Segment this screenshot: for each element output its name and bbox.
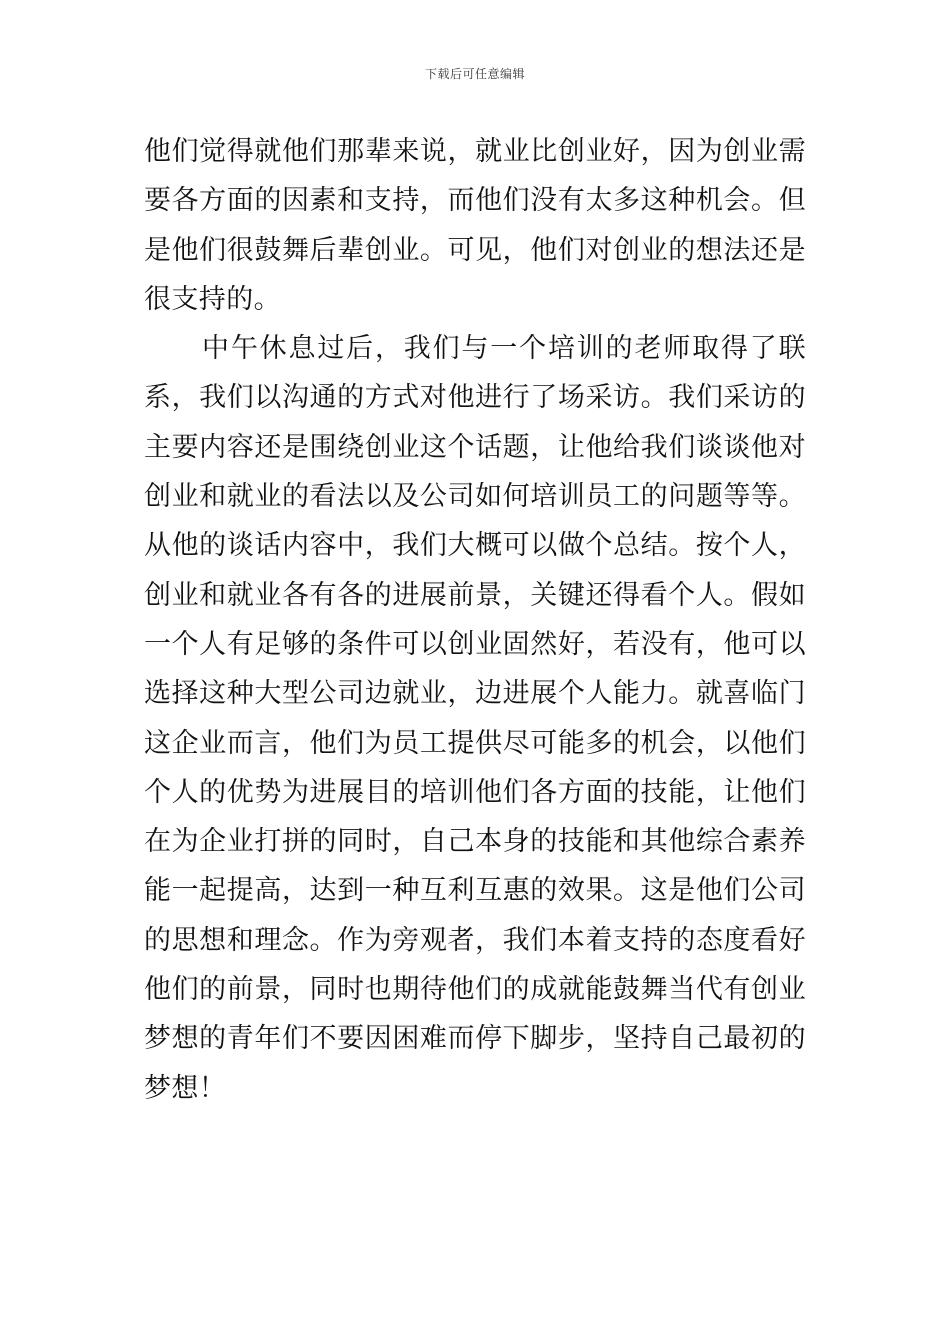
paragraph-continuation: 他们觉得就他们那辈来说，就业比创业好，因为创业需要各方面的因素和支持，而他们没有太多这种机会。但是他们很鼓舞后辈创业。可见，他们对创业的想法还是很支持的。 <box>144 136 806 315</box>
document-body <box>144 127 806 1113</box>
paragraph-interview: 中午休息过后，我们与一个培训的老师取得了联系，我们以沟通的方式对他进行了场采访。我们采访的主要内容还是围绕创业这个话题，让他给我们谈谈他对创业和就业的看法以及公司如何培训员工的问题等等。从他的谈话内容中，我们大概可以做个总结。按个人，创业和就业各有各的进展前景，关键还得看个人。假如一个人有足够的条件可以创业固然好，若没有，他可以选择这种大型公司边就业，边进展个人能力。就喜临门这企业而言，他们为员工提供尽可能多的机会，以他们个人的优势为进展目的培训他们各方面的技能，让他们在为企业打拼的同时，自己本身的技能和其他综合素养能一起提高，达到一种互利互惠的效果。这是他们公司的思想和理念。作为旁观者，我们本着支持的态度看好他们的前景，同时也期待他们的成就能鼓舞当代有创业梦想的青年们不要因困难而停下脚步，坚持自己最初的梦想！ <box>144 333 806 1104</box>
page-header-note: 下载后可任意编辑 <box>424 67 525 81</box>
